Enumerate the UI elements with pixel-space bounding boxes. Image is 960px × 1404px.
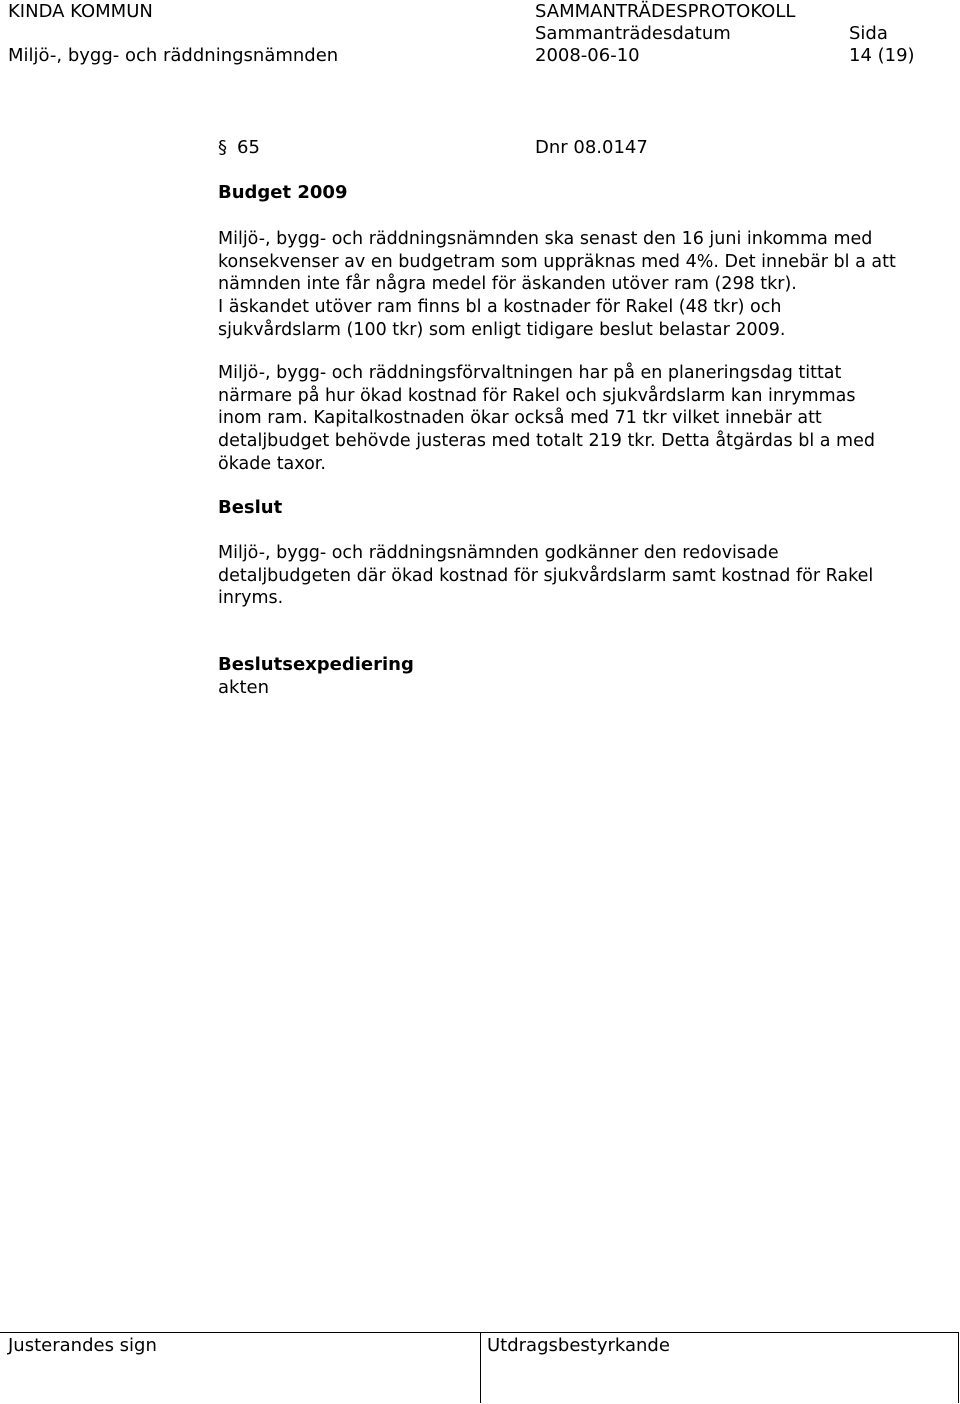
committee-name: Miljö-, bygg- och räddningsnämnden <box>8 45 339 66</box>
paragraph-line: detaljbudgeten där ökad kostnad för sjukvårdslarm samt kostnad för Rakel <box>218 565 874 586</box>
decision-text <box>218 542 948 610</box>
paragraph-line: sjukvårdslarm (100 tkr) som enligt tidigare beslut belastar 2009. <box>218 319 786 340</box>
paragraph-line: nämnden inte får några medel för äskanden utöver ram (298 tkr). <box>218 274 797 295</box>
paragraph-budget-background <box>218 228 948 342</box>
paragraph-line: Miljö-, bygg- och räddningsnämnden godkänner den redovisade <box>218 543 779 563</box>
case-number: Dnr 08.0147 <box>535 137 648 158</box>
document-type: SAMMANTRÄDESPROTOKOLL <box>535 1 796 22</box>
adjuster-signature-label: Justerandes sign <box>8 1335 157 1356</box>
municipality-name: KINDA KOMMUN <box>8 1 153 22</box>
paragraph-line: Miljö-, bygg- och räddningsförvaltningen har på en planeringsdag tittat <box>218 363 842 383</box>
paragraph-line: I äskandet utöver ram finns bl a kostnader för Rakel (48 tkr) och <box>218 297 782 318</box>
paragraph-line: konsekvenser av en budgetram som uppräknas med 4%. Det innebär bl a att <box>218 251 896 272</box>
paragraph-line: detaljbudget behövde justeras med totalt 219 tkr. Detta åtgärdas bl a med <box>218 431 875 452</box>
signature-footer <box>0 1332 959 1403</box>
page-number: 14 (19) <box>849 45 915 66</box>
meeting-date-label: Sammanträdesdatum <box>535 23 731 44</box>
paragraph-planning-day <box>218 362 948 476</box>
section-number: 65 <box>237 137 260 158</box>
extract-certification-label: Utdragsbestyrkande <box>487 1335 670 1356</box>
decision-heading: Beslut <box>218 497 283 518</box>
meeting-date-value: 2008-06-10 <box>535 45 640 66</box>
paragraph-line: inryms. <box>218 588 284 609</box>
paragraph-line: ökade taxor. <box>218 453 326 474</box>
paragraph-line: Miljö-, bygg- och räddningsnämnden ska senast den 16 juni inkomma med <box>218 229 873 249</box>
paragraph-line: närmare på hur ökad kostnad för Rakel och sjukvårdslarm kan inrymmas <box>218 385 856 406</box>
dispatch-value: akten <box>218 677 269 698</box>
dispatch-heading: Beslutsexpediering <box>218 654 414 675</box>
page-label: Sida <box>849 23 888 44</box>
section-symbol: § <box>218 137 227 158</box>
section-title: Budget 2009 <box>218 182 348 203</box>
paragraph-line: inom ram. Kapitalkostnaden ökar också med 71 tkr vilket innebär att <box>218 408 822 429</box>
footer-divider <box>480 1333 481 1403</box>
